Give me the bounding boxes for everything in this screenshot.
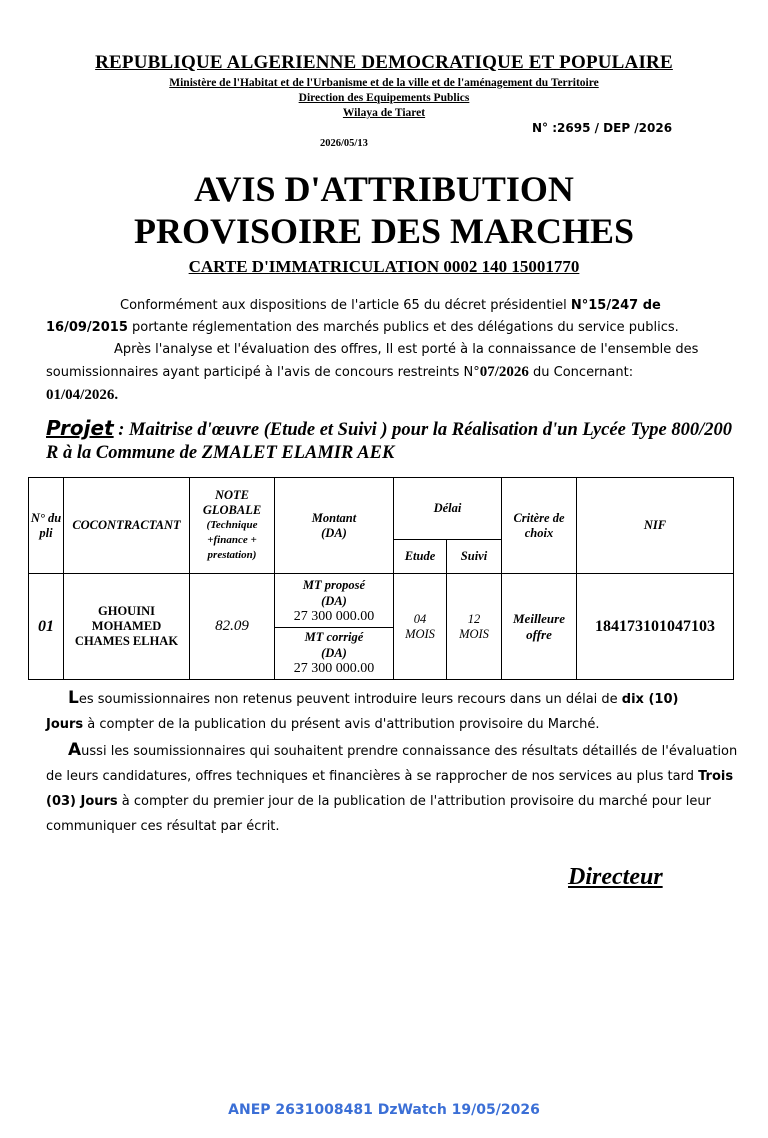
recours-delai: dix (10) [621,692,679,707]
attribution-table [28,477,734,680]
intro-p2-text: Après l'analyse et l'évaluation des offres, Il est porté à la connaissance de l'ensemble des [114,342,699,357]
row-montant [275,574,394,680]
intro-p2-mid: soumissionnaires ayant participé à l'avis de concours restreints N° [46,365,480,380]
header-num: N° du pli [29,478,64,574]
wilaya-line: Wilaya de Tiaret [342,107,426,119]
recours-jours: Jours [46,717,84,732]
row-cocontractant: GHOUINI MOHAMED CHAMES ELHAK [64,574,190,680]
resultats-delai: Trois (03) Jours [46,769,734,809]
intro-paragraph-2 [46,339,736,407]
projet-text: : Maitrise d'œuvre (Etude et Suivi ) pour la Réalisation d'un Lycée Type 800/200 R à la Commune de ZMALET ELAMIR AEK [46,420,732,463]
resultats-text: ussi les soumissionnaires qui souhaitent prendre connaissance des résultats détaillés de l'évaluation de leurs candidatures, offres techniques et financières à se rapprocher de nos services au plus tard [46,744,738,784]
republique-heading: REPUBLIQUE ALGERIENNE DEMOCRATIQUE ET POPULAIRE [95,52,673,73]
projet-description [46,417,746,465]
mt-corrige-unit: (DA) [321,645,347,660]
resultats-dropcap: A [68,740,82,760]
mt-propose-unit: (DA) [321,593,347,608]
projet-label: Projet [46,416,114,440]
row-etude: 04 MOIS [394,574,447,680]
recours-paragraph [46,686,746,737]
concours-number: 07/2026 [479,364,529,380]
intro-p2-concernant: du Concernant: [528,365,634,380]
concours-date: 01/04/2026. [46,387,119,403]
mt-corrige-value: 27 300 000.00 [293,660,375,676]
header-note-title: NOTE GLOBALE [202,488,262,517]
intro-paragraph-1 [46,295,736,339]
title-line-1: AVIS D'ATTRIBUTION [194,169,574,209]
intro-p1-rest: portante réglementation des marchés publics et des délégations du service publics. [127,320,679,335]
header-critere: Critère de choix [502,478,577,574]
header-montant [275,478,394,574]
header-note-sub: (Technique +finance + prestation) [206,519,258,561]
row-num: 01 [29,574,64,680]
row-note: 82.09 [190,574,275,680]
recours-rest: à compter de la publication du présent avis d'attribution provisoire du Marché. [83,717,600,732]
row-suivi: 12 MOIS [447,574,502,680]
header-suivi: Suivi [447,540,502,574]
header-montant-unit: (DA) [321,525,347,540]
header-nif: NIF [577,478,734,574]
row-nif: 184173101047103 [577,574,734,680]
carte-immatriculation: CARTE D'IMMATRICULATION 0002 140 15001770 [188,257,580,276]
directeur-signature: Directeur [568,864,663,890]
resultats-rest: à compter du premier jour de la publication de l'attribution provisoire du marché pour leur communiquer ces résultat par écrit. [46,794,711,834]
table-row [29,574,734,680]
direction-line: Direction des Equipements Publics [298,92,470,104]
decree-date: 16/09/2015 [46,320,128,335]
intro-p1-text: Conformément aux dispositions de l'article 65 du décret présidentiel [120,298,571,313]
resultats-paragraph [46,738,746,839]
recours-text: es soumissionnaires non retenus peuvent introduire leurs recours dans un délai de [78,692,622,707]
mt-corrige-label: MT corrigé [304,629,364,644]
header-delai: Délai [394,478,502,540]
anep-footer: ANEP 2631008481 DzWatch 19/05/2026 [228,1102,540,1118]
recours-dropcap: L [68,688,79,708]
mt-propose-value: 27 300 000.00 [293,608,375,624]
ministere-line: Ministère de l'Habitat et de l'Urbanisme et de la ville et de l'aménagement du Territoire [169,77,599,89]
decree-number: N°15/247 de [570,298,661,313]
document-date: 2026/05/13 [320,138,368,149]
header-cocontractant: COCONTRACTANT [64,478,190,574]
mt-propose-label: MT proposé [302,577,366,592]
header-etude: Etude [394,540,447,574]
row-critere: Meilleure offre [502,574,577,680]
header-note [190,478,275,574]
header-montant-title: Montant [311,510,357,525]
title-line-2: PROVISOIRE DES MARCHES [133,211,635,251]
reference-number: N° :2695 / DEP /2026 [532,121,673,135]
